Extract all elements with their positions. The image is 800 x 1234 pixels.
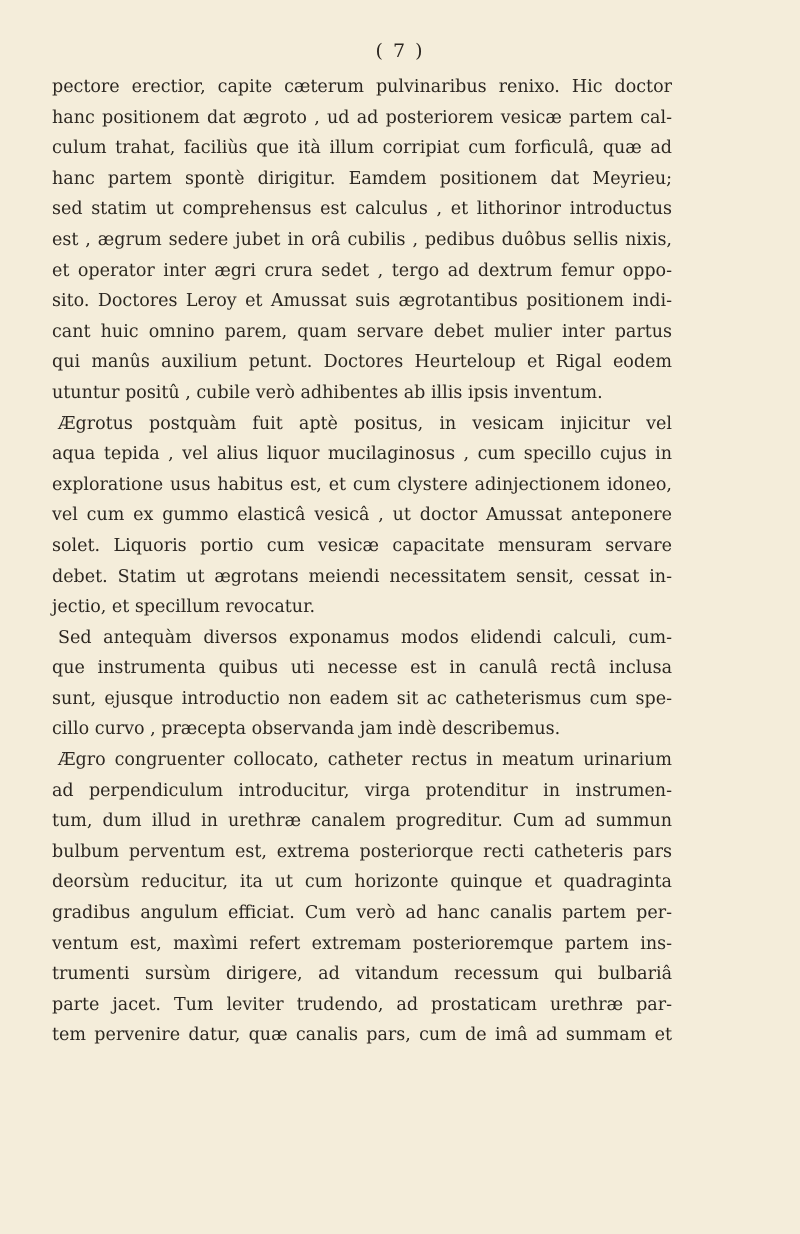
text-line: hanc partem spontè dirigitur. Eamdem positionem dat Meyrieu; (52, 168, 672, 189)
text-line: pectore erectior, capite cæterum pulvinaribus renixo. Hic doctor (52, 77, 672, 97)
text-line: jectio, et specillum revocatur. (52, 597, 316, 618)
text-line: bulbum perventum est, extrema posteriorque recti catheteris pars (52, 841, 672, 862)
paragraph-2 (52, 409, 672, 623)
text-line: hanc positionem dat ægroto , ud ad posteriorem vesicæ partem cal- (52, 107, 672, 128)
paragraph-4 (52, 745, 672, 1051)
text-line: solet. Liquoris portio cum vesicæ capacitate mensuram servare (52, 535, 672, 556)
text-line: tem pervenire datur, quæ canalis pars, cum de imâ ad summam et (52, 1025, 672, 1046)
text-line: deorsùm reducitur, ita ut cum horizonte quinque et quadraginta (52, 872, 672, 893)
text-line: tum, dum illud in urethræ canalem progreditur. Cum ad summun (52, 811, 672, 832)
text-line: exploratione usus habitus est, et cum clystere adinjectionem idoneo, (52, 474, 672, 495)
text-line: culum trahat, faciliùs que ità illum corripiat cum forficulâ, quæ ad (52, 138, 672, 159)
body-text (52, 72, 672, 1051)
text-line: aqua tepida , vel alius liquor mucilaginosus , cum specillo cujus in (52, 444, 672, 465)
text-line: que instrumenta quibus uti necesse est in canulâ rectâ inclusa (52, 658, 672, 679)
text-line: sed statim ut comprehensus est calculus , et lithorinor introductus (52, 199, 672, 220)
paragraph-1 (52, 72, 672, 409)
text-line: trumenti sursùm dirigere, ad vitandum recessum qui bulbariâ (52, 964, 672, 985)
text-line: utuntur positû , cubile verò adhibentes ab illis ipsis inventum. (52, 382, 603, 403)
text-line: parte jacet. Tum leviter trudendo, ad prostaticam urethræ par- (52, 994, 672, 1015)
text-line: sito. Doctores Leroy et Amussat suis ægrotantibus positionem indi- (52, 291, 672, 312)
text-line: gradibus angulum efficiat. Cum verò ad hanc canalis partem per- (52, 903, 672, 924)
page-number: ( 7 ) (375, 40, 425, 62)
text-line: Ægrotus postquàm fuit aptè positus, in vesicam injicitur vel (58, 413, 672, 434)
text-line: sunt, ejusque introductio non eadem sit ac catheterismus cum spe- (52, 688, 672, 709)
text-line: Ægro congruenter collocato, catheter rectus in meatum urinarium (58, 750, 672, 771)
text-line: ad perpendiculum introducitur, virga protenditur in instrumen- (52, 780, 672, 801)
text-line: debet. Statim ut ægrotans meiendi necessitatem sensit, cessat in- (52, 566, 672, 587)
text-line: et operator inter ægri crura sedet , tergo ad dextrum femur oppo- (52, 260, 672, 281)
text-line: Sed antequàm diversos exponamus modos elidendi calculi, cum- (58, 627, 672, 648)
text-line: ventum est, maxìmi refert extremam posterioremque partem ins- (52, 933, 672, 954)
text-line: qui manûs auxilium petunt. Doctores Heurteloup et Rigal eodem (52, 352, 672, 373)
text-line: cant huic omnino parem, quam servare debet mulier inter partus (52, 321, 672, 342)
text-line: cillo curvo , præcepta observanda jam indè describemus. (52, 719, 561, 740)
text-line: est , ægrum sedere jubet in orâ cubilis , pedibus duôbus sellis nixis, (52, 229, 672, 250)
paragraph-3 (52, 623, 672, 745)
text-line: vel cum ex gummo elasticâ vesicâ , ut doctor Amussat anteponere (52, 505, 672, 526)
